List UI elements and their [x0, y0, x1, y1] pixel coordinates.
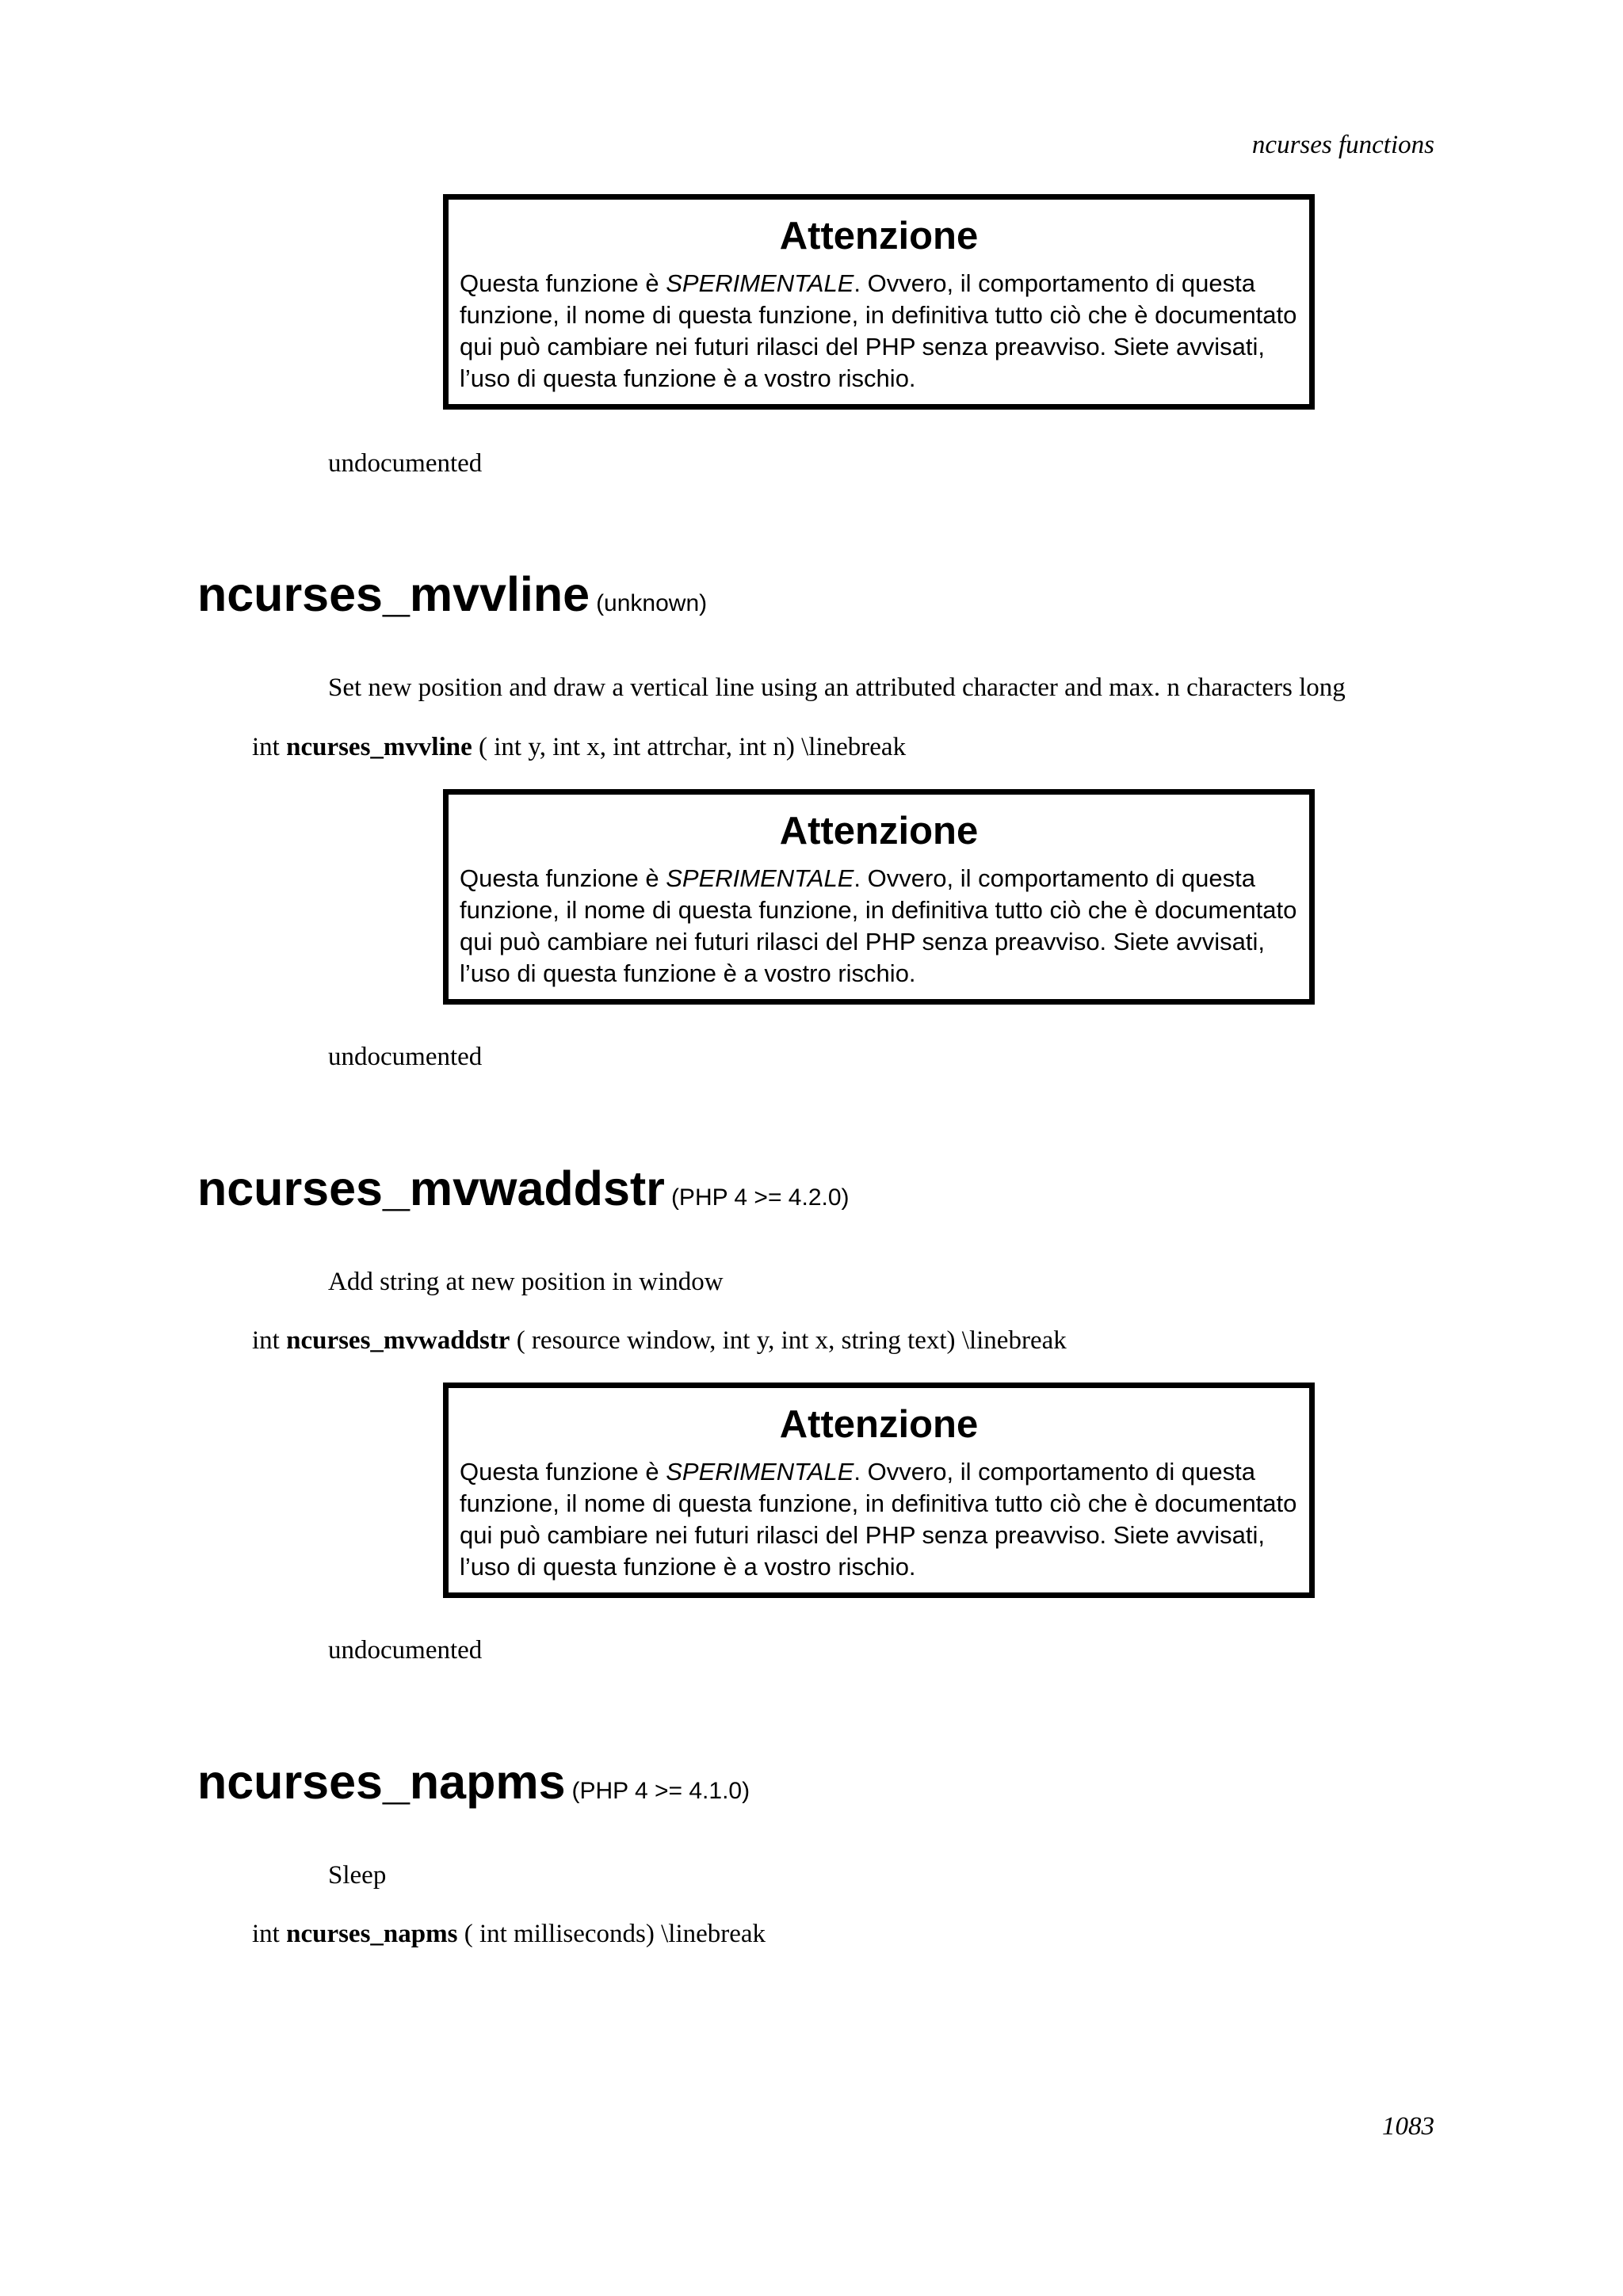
warning-emphasis: SPERIMENTALE — [666, 269, 854, 297]
function-version: (PHP 4 >= 4.2.0) — [670, 1184, 850, 1211]
synopsis-function-name: ncurses_mvwaddstr — [286, 1326, 510, 1355]
warning-line2: funzione, il nome di questa funzione, in definitiva tutto ciò che è documentato — [460, 1489, 1297, 1517]
return-type: int — [252, 733, 280, 761]
function-name: ncurses_mvvline — [197, 567, 590, 621]
function-title — [197, 1161, 850, 1226]
function-params: ( int y, int x, int attrchar, int n) \linebreak — [479, 733, 907, 761]
warning-line4: l’uso di questa funzione è a vostro rischio. — [460, 1553, 916, 1581]
warning-line4: l’uso di questa funzione è a vostro rischio. — [460, 364, 916, 392]
synopsis-function-name: ncurses_mvvline — [286, 733, 472, 761]
status-text: undocumented — [328, 449, 483, 478]
warning-title: Attenzione — [779, 1403, 979, 1446]
function-name: ncurses_napms — [197, 1755, 566, 1809]
warning-line1-post: . Ovvero, il comportamento di questa — [854, 864, 1255, 892]
function-params: ( resource window, int y, int x, string text) \linebreak — [516, 1326, 1067, 1355]
warning-line4: l’uso di questa funzione è a vostro rischio. — [460, 959, 916, 987]
page-number: 1083 — [1382, 2112, 1434, 2141]
function-name: ncurses_mvwaddstr — [197, 1161, 665, 1215]
warning-box — [443, 194, 1315, 410]
warning-line1-pre: Questa funzione è — [460, 269, 666, 297]
function-params: ( int milliseconds) \linebreak — [464, 1920, 766, 1948]
function-synopsis — [252, 731, 906, 763]
function-synopsis — [252, 1325, 1067, 1356]
function-title — [197, 1754, 750, 1819]
warning-text — [460, 268, 1298, 395]
running-header: ncurses functions — [1251, 131, 1434, 159]
warning-text — [460, 1456, 1298, 1583]
return-type: int — [252, 1326, 280, 1355]
status-text: undocumented — [328, 1636, 483, 1665]
warning-line1-pre: Questa funzione è — [460, 864, 666, 892]
warning-line1-pre: Questa funzione è — [460, 1458, 666, 1486]
function-title — [197, 566, 707, 631]
function-description: Sleep — [328, 1861, 387, 1890]
warning-line3: qui può cambiare nei futuri rilasci del PHP senza preavviso. Siete avvisati, — [460, 928, 1266, 955]
warning-line1-post: . Ovvero, il comportamento di questa — [854, 1458, 1255, 1486]
warning-box — [443, 1383, 1315, 1598]
warning-line2: funzione, il nome di questa funzione, in definitiva tutto ciò che è documentato — [460, 301, 1297, 329]
warning-line3: qui può cambiare nei futuri rilasci del PHP senza preavviso. Siete avvisati, — [460, 1521, 1266, 1549]
function-description: Set new position and draw a vertical line using an attributed character and max. n characters long — [328, 673, 1346, 702]
return-type: int — [252, 1920, 280, 1948]
warning-title: Attenzione — [779, 810, 979, 852]
function-version: (PHP 4 >= 4.1.0) — [571, 1778, 750, 1804]
warning-emphasis: SPERIMENTALE — [666, 1458, 854, 1486]
warning-title: Attenzione — [779, 215, 979, 257]
function-synopsis — [252, 1918, 766, 1950]
warning-line1-post: . Ovvero, il comportamento di questa — [854, 269, 1255, 297]
synopsis-function-name: ncurses_napms — [286, 1920, 458, 1948]
function-description: Add string at new position in window — [328, 1268, 724, 1296]
warning-line2: funzione, il nome di questa funzione, in definitiva tutto ciò che è documentato — [460, 896, 1297, 924]
warning-line3: qui può cambiare nei futuri rilasci del PHP senza preavviso. Siete avvisati, — [460, 333, 1266, 360]
warning-text — [460, 863, 1298, 990]
function-version: (unknown) — [596, 590, 708, 616]
warning-emphasis: SPERIMENTALE — [666, 864, 854, 892]
warning-box — [443, 789, 1315, 1005]
status-text: undocumented — [328, 1043, 483, 1071]
